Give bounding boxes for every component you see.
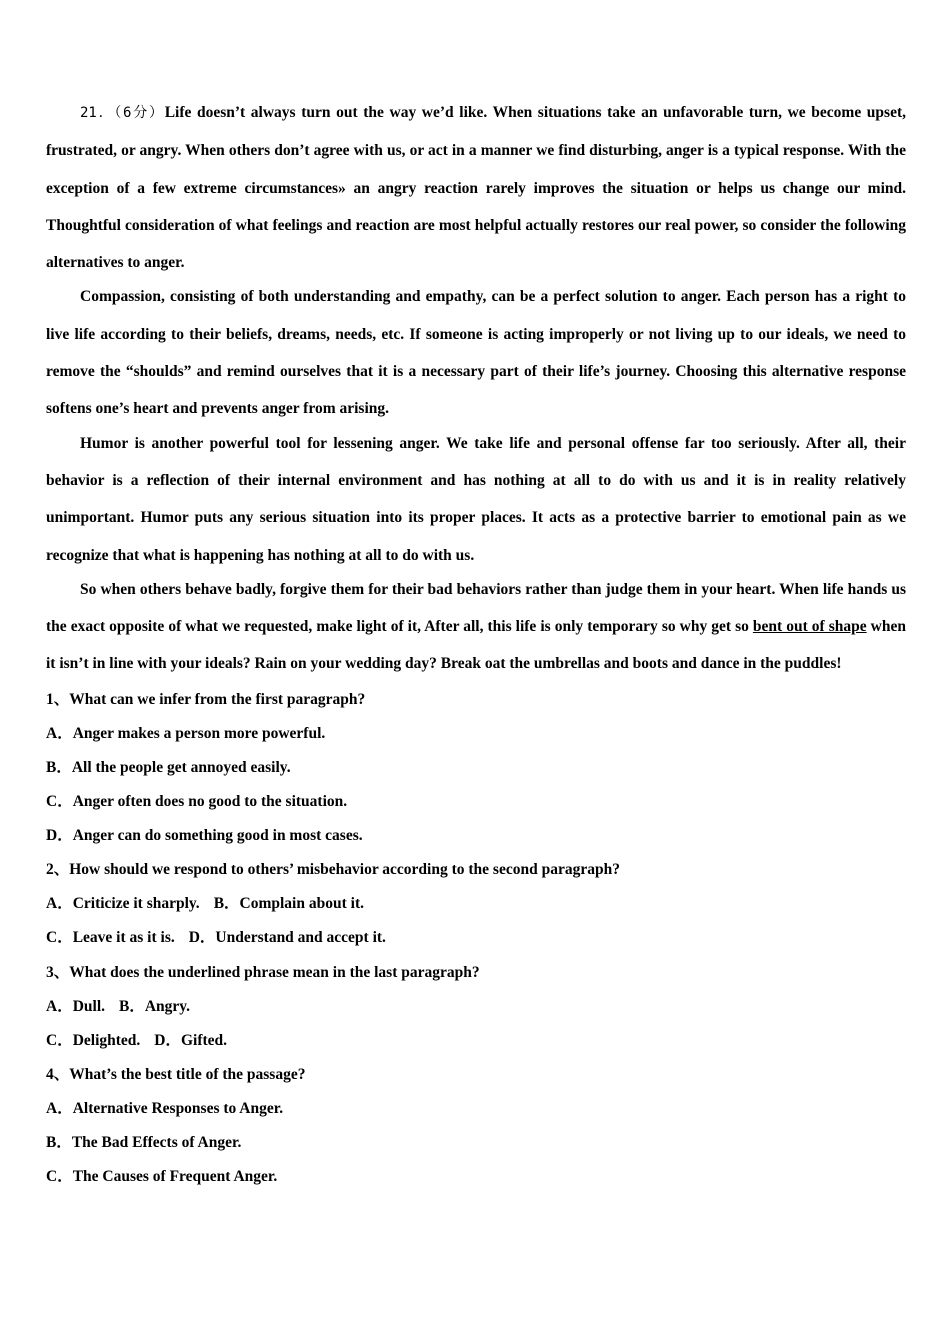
question-4-stem: 4、What’s the best title of the passage? bbox=[46, 1065, 306, 1083]
paragraph-4-text-start: So when others behave badly, forgive them for their bad behaviors rather than judge them in your heart. When life hands us the exact opposite of what we requested, make light of it, After all, this life is only temporary so why get so bbox=[46, 580, 906, 636]
passage-paragraph-4 bbox=[46, 571, 906, 683]
passage-paragraph-3: Humor is another powerful tool for lessening anger. We take life and personal offense far too seriously. After all, their behavior is a reflection of their internal environment and has nothing at all to do with us and it is in reality relatively unimportant. Humor puts any serious situation into its proper places. It acts as a protective barrier to emotional pain as we recognize that what is happening has nothing at all to do with us. bbox=[46, 434, 906, 564]
question-1-option-d: D．Anger can do something good in most cases. bbox=[46, 827, 363, 845]
document-page bbox=[46, 94, 906, 1194]
question-3-option-d: D．Gifted. bbox=[154, 1031, 228, 1049]
questions-section bbox=[46, 683, 906, 1194]
question-4-option-c: C．The Causes of Frequent Anger. bbox=[46, 1168, 278, 1186]
passage-paragraph-1 bbox=[46, 94, 906, 281]
question-4-option-b: B．The Bad Effects of Anger. bbox=[46, 1133, 242, 1151]
question-2-option-a: A．Criticize it sharply. bbox=[46, 895, 200, 913]
question-3-option-b: B．Angry. bbox=[119, 997, 191, 1015]
question-2-option-c: C．Leave it as it is. bbox=[46, 929, 175, 947]
passage-paragraph-2: Compassion, consisting of both understanding and empathy, can be a perfect solution to anger. Each person has a right to live life according to their beliefs, dreams, needs, etc. If someone is acting improperly or not living up to our ideals, we need to remove the “shoulds” and remind ourselves that it is a necessary part of their life’s journey. Choosing this alternative response softens one’s heart and prevents anger from arising. bbox=[46, 288, 906, 418]
question-2-option-b: B．Complain about it. bbox=[213, 895, 364, 913]
question-2-stem: 2、How should we respond to others’ misbehavior according to the second paragraph? bbox=[46, 861, 620, 879]
question-2-options-row-2 bbox=[46, 921, 906, 955]
question-3-stem: 3、What does the underlined phrase mean in the last paragraph? bbox=[46, 963, 480, 981]
paragraph-4-text-end: when it isn’t in line with your ideals? Rain on your wedding day? Break oat the umbrellas and boots and dance in the puddles! bbox=[46, 618, 906, 673]
underlined-phrase: bent out of shape bbox=[752, 618, 867, 636]
question-2-options-row-1 bbox=[46, 887, 906, 921]
question-1-option-b: B．All the people get annoyed easily. bbox=[46, 758, 291, 776]
paragraph-1-text: Life doesn’t always turn out the way we’d like. When situations take an unfavorable turn, we become upset, frustrated, or angry. When others don’t agree with us, or act in a manner we find disturbing, anger is a typical response. With the exception of a few extreme circumstances» an angry reaction rarely improves the situation or helps us change our mind. Thoughtful consideration of what feelings and reaction are most helpful actually restores our real power, so consider the following alternatives to anger. bbox=[46, 104, 906, 272]
question-3-options-row-1 bbox=[46, 990, 906, 1024]
question-1-option-c: C．Anger often does no good to the situation. bbox=[46, 793, 348, 811]
question-1-option-a: A．Anger makes a person more powerful. bbox=[46, 724, 326, 742]
question-3-options-row-2 bbox=[46, 1024, 906, 1058]
question-4-option-a: A．Alternative Responses to Anger. bbox=[46, 1099, 284, 1117]
question-1-stem: 1、What can we infer from the first paragraph? bbox=[46, 690, 366, 708]
question-number: 21．（6分） bbox=[80, 105, 165, 121]
question-3-option-a: A．Dull. bbox=[46, 997, 105, 1015]
question-2-option-d: D．Understand and accept it. bbox=[188, 929, 386, 947]
question-3-option-c: C．Delighted. bbox=[46, 1031, 141, 1049]
